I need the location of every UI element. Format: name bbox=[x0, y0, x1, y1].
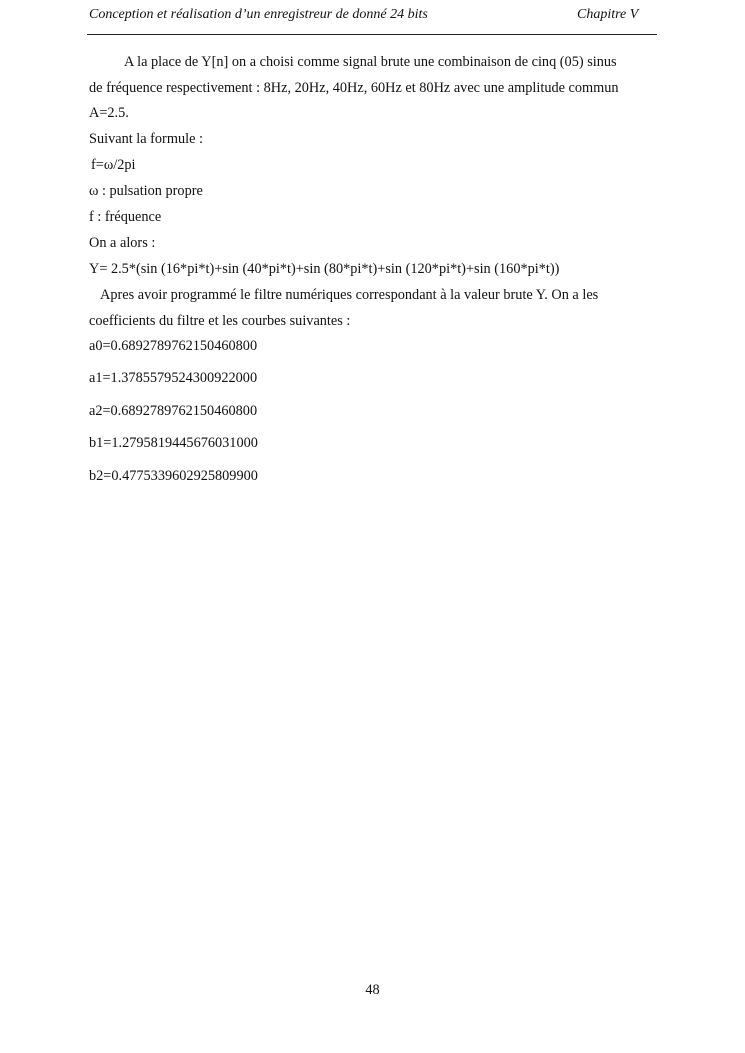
paragraph-line: A la place de Y[n] on a choisi comme signal brute une combinaison de cinq (05) sinus bbox=[124, 54, 617, 70]
paragraph-line: Suivant la formule : bbox=[89, 131, 203, 147]
coefficient-b1: b1=1.2795819445676031000 bbox=[89, 435, 258, 451]
header-divider bbox=[87, 34, 657, 35]
coefficient-a1: a1=1.3785579524300922000 bbox=[89, 370, 258, 386]
running-header-chapter: Chapitre V bbox=[577, 7, 639, 22]
definition-line: f : fréquence bbox=[89, 209, 162, 225]
signal-equation: Y= 2.5*(sin (16*pi*t)+sin (40*pi*t)+sin (80*pi*t)+sin (120*pi*t)+sin (160*pi*t)) bbox=[89, 261, 560, 277]
coefficient-b2: b2=0.4775339602925809900 bbox=[89, 468, 258, 484]
paragraph-line: de fréquence respectivement : 8Hz, 20Hz, 40Hz, 60Hz et 80Hz avec une amplitude commun bbox=[89, 80, 619, 96]
running-header-title: Conception et réalisation d’un enregistreur de donné 24 bits bbox=[89, 7, 428, 22]
coefficient-a0: a0=0.6892789762150460800 bbox=[89, 338, 258, 354]
paragraph-line: coefficients du filtre et les courbes suivantes : bbox=[89, 313, 351, 329]
paragraph-line: On a alors : bbox=[89, 235, 156, 251]
page-number: 48 bbox=[365, 982, 380, 998]
coefficient-a2: a2=0.6892789762150460800 bbox=[89, 403, 258, 419]
paragraph-line: A=2.5. bbox=[89, 105, 129, 121]
formula-line: f=ω/2pi bbox=[91, 157, 136, 173]
definition-line: ω : pulsation propre bbox=[89, 183, 203, 199]
paragraph-line: Apres avoir programmé le filtre numériques correspondant à la valeur brute Y. On a les bbox=[100, 287, 599, 303]
